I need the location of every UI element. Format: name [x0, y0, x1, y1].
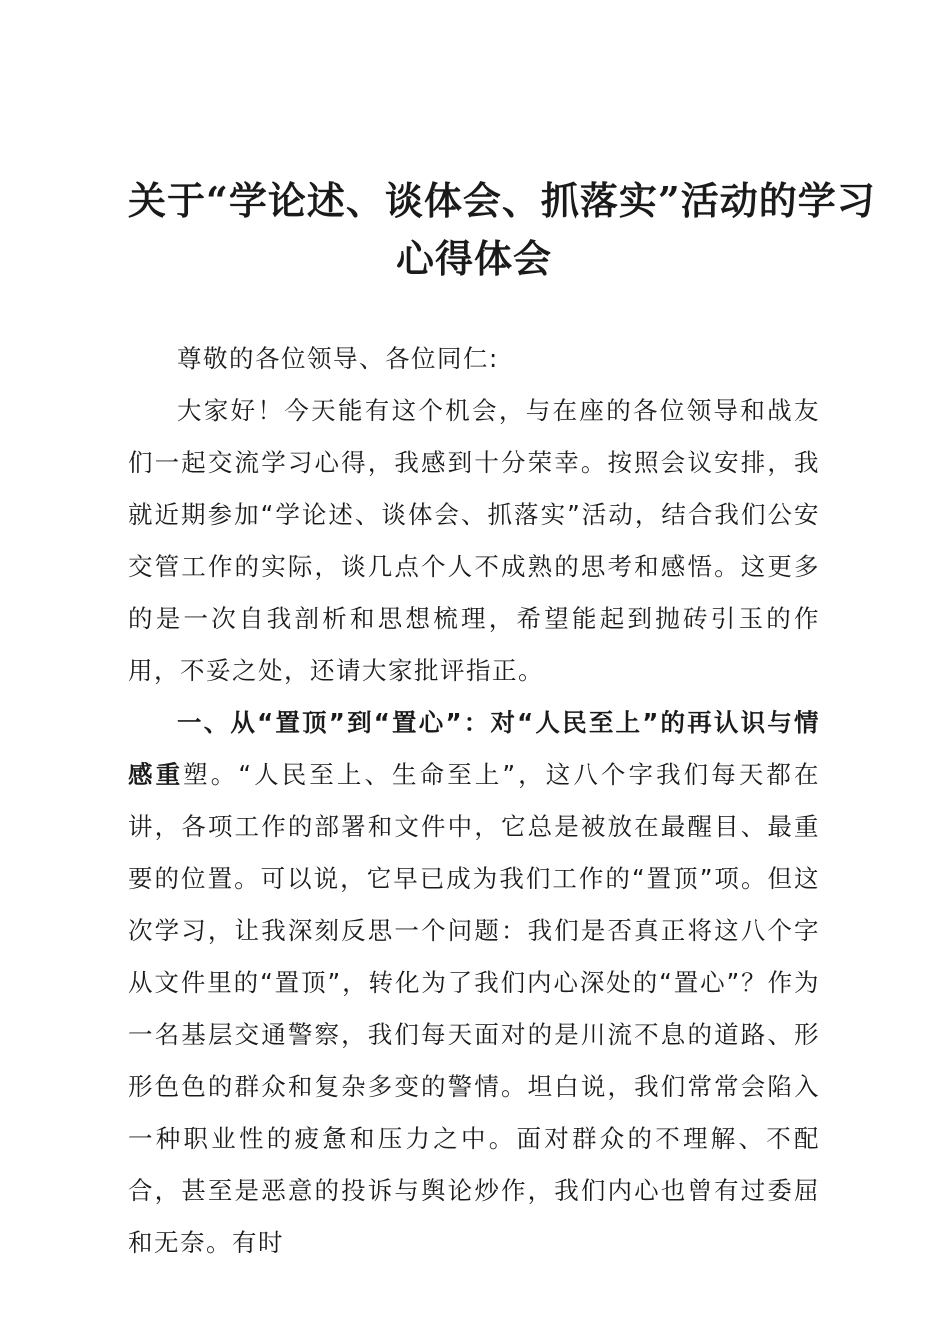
section-1-paragraph — [128, 697, 820, 1269]
document-body — [128, 333, 820, 1269]
title-line-2: 心得体会 — [395, 236, 552, 281]
section-1-body: 塑。“人民至上、生命至上”，这八个字我们每天都在讲，各项工作的部署和文件中，它总是被放在最醒目、最重要的位置。可以说，它早已成为我们工作的“置顶”项。但这次学习，让我深刻反思一个问题：我们是否真正将这八个字从文件里的“置顶”，转化为了我们内心深处的“置心”？作为一名基层交通警察，我们每天面对的是川流不息的道路、形形色色的群众和复杂多变的警情。坦白说，我们常常会陷入一种职业性的疲惫和压力之中。面对群众的不理解、不配合，甚至是恶意的投诉与舆论炒作，我们内心也曾有过委屈和无奈。有时 — [128, 760, 820, 1257]
salutation: 尊敬的各位领导、各位同仁: — [177, 344, 499, 373]
title-line-1: 关于“学论述、谈体会、抓落实”活动的学习 — [128, 178, 876, 223]
paragraph-opening: 大家好！今天能有这个机会，与在座的各位领导和战友们一起交流学习心得，我感到十分荣幸。按照会议安排，我就近期参加“学论述、谈体会、抓落实”活动，结合我们公安交管工作的实际，谈几点个人不成熟的思考和感悟。这更多的是一次自我剖析和思想梳理，希望能起到抛砖引玉的作用，不妥之处，还请大家批评指正。 — [128, 396, 820, 685]
section-1-heading: 一、从“置顶”到“置心”：对“人民至上”的再认识与情感重 — [128, 708, 820, 789]
document-title — [128, 172, 876, 288]
